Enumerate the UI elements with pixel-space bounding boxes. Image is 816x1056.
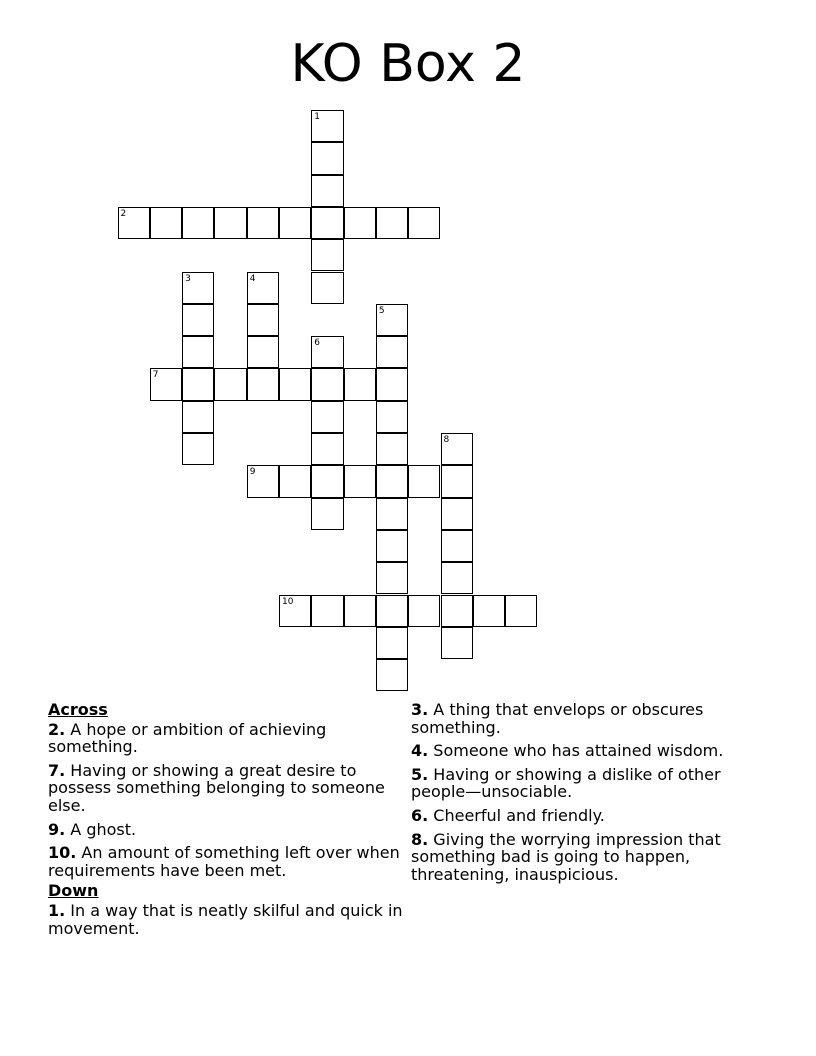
grid-cell[interactable] <box>118 207 150 239</box>
grid-cell[interactable] <box>311 272 343 304</box>
grid-cell[interactable] <box>376 659 408 691</box>
grid-cell[interactable] <box>311 368 343 400</box>
cell-number: 10 <box>282 596 294 607</box>
clue-text: Having or showing a great desire to possess something belonging to someone else. <box>48 760 385 815</box>
grid-cell[interactable] <box>311 498 343 530</box>
grid-cell[interactable] <box>441 530 473 562</box>
grid-cell[interactable] <box>376 498 408 530</box>
clue-down-8 <box>411 831 766 884</box>
grid-cell[interactable] <box>441 498 473 530</box>
grid-cell[interactable] <box>311 465 343 497</box>
grid-cell[interactable] <box>376 530 408 562</box>
grid-cell[interactable] <box>376 627 408 659</box>
grid-cell[interactable] <box>247 304 279 336</box>
puzzle-title: KO Box 2 <box>290 34 526 94</box>
grid-cell[interactable] <box>182 272 214 304</box>
clue-number: 7. <box>48 760 66 780</box>
grid-cell[interactable] <box>408 595 440 627</box>
grid-cell[interactable] <box>150 207 182 239</box>
grid-cell[interactable] <box>311 401 343 433</box>
clue-text: A ghost. <box>65 819 137 839</box>
cell-number: 5 <box>378 305 385 316</box>
grid-cell[interactable] <box>408 465 440 497</box>
grid-cell[interactable] <box>214 368 246 400</box>
down-heading: Down <box>48 881 99 901</box>
clue-down-3 <box>411 701 766 736</box>
grid-cell[interactable] <box>344 207 376 239</box>
grid-cell[interactable] <box>150 368 182 400</box>
clue-number: 2. <box>48 719 66 739</box>
grid-cell[interactable] <box>311 110 343 142</box>
cell-number: 3 <box>185 273 191 284</box>
clue-down-5 <box>411 766 766 801</box>
grid-cell[interactable] <box>247 207 279 239</box>
grid-cell[interactable] <box>376 207 408 239</box>
clues-left-column <box>48 701 403 943</box>
grid-cell[interactable] <box>182 207 214 239</box>
grid-cell[interactable] <box>182 368 214 400</box>
grid-cell[interactable] <box>376 304 408 336</box>
clue-text: Giving the worrying impression that something bad is going to happen, threatening, inauspicious. <box>411 829 721 884</box>
grid-cell[interactable] <box>311 433 343 465</box>
grid-cell[interactable] <box>473 595 505 627</box>
grid-cell[interactable] <box>408 207 440 239</box>
grid-cell[interactable] <box>279 595 311 627</box>
clue-text: A thing that envelops or obscures something. <box>411 700 704 737</box>
cell-number: 4 <box>249 273 256 284</box>
grid-cell[interactable] <box>311 595 343 627</box>
grid-cell[interactable] <box>441 595 473 627</box>
grid-cell[interactable] <box>311 175 343 207</box>
clue-across-9 <box>48 821 403 839</box>
clue-text: A hope or ambition of achieving something. <box>48 719 327 757</box>
clue-number: 5. <box>411 764 429 784</box>
grid-cell[interactable] <box>441 465 473 497</box>
grid-cell[interactable] <box>376 336 408 368</box>
clue-number: 9. <box>48 819 66 839</box>
grid-cell[interactable] <box>182 336 214 368</box>
grid-cell[interactable] <box>247 368 279 400</box>
grid-cell[interactable] <box>311 207 343 239</box>
clue-number: 10. <box>48 843 77 863</box>
grid-cell[interactable] <box>311 239 343 271</box>
grid-cell[interactable] <box>247 272 279 304</box>
clue-text: In a way that is neatly skilful and quick in movement. <box>48 900 403 938</box>
grid-cell[interactable] <box>376 562 408 594</box>
grid-cell[interactable] <box>279 465 311 497</box>
cell-number: 1 <box>314 112 321 122</box>
grid-cell[interactable] <box>344 368 376 400</box>
grid-cell[interactable] <box>182 433 214 465</box>
cell-number: 9 <box>249 467 256 478</box>
across-heading: Across <box>48 700 108 719</box>
grid-cell[interactable] <box>376 465 408 497</box>
grid-cell[interactable] <box>311 142 343 174</box>
grid-cell[interactable] <box>247 465 279 497</box>
cell-number: 7 <box>152 370 159 381</box>
clue-across-7 <box>48 762 403 815</box>
grid-cell[interactable] <box>311 336 343 368</box>
clue-text: Cheerful and friendly. <box>428 805 605 825</box>
grid-cell[interactable] <box>344 465 376 497</box>
grid-cell[interactable] <box>182 401 214 433</box>
grid-cell[interactable] <box>376 433 408 465</box>
clue-number: 6. <box>411 805 429 825</box>
cell-number: 6 <box>314 338 321 349</box>
clue-down-1 <box>48 902 403 937</box>
clue-down-4 <box>411 742 766 760</box>
grid-cell[interactable] <box>441 433 473 465</box>
clue-text: An amount of something left over when requirements have been met. <box>48 843 400 880</box>
clue-down-6 <box>411 807 766 825</box>
cell-number: 2 <box>120 208 127 219</box>
clue-across-2 <box>48 721 403 756</box>
grid-cell[interactable] <box>214 207 246 239</box>
grid-cell[interactable] <box>505 595 537 627</box>
grid-cell[interactable] <box>279 207 311 239</box>
clue-number: 8. <box>411 829 429 849</box>
grid-cell[interactable] <box>441 627 473 659</box>
clues-right-column <box>411 701 766 889</box>
clue-text: Someone who has attained wisdom. <box>428 741 724 761</box>
clue-number: 3. <box>411 700 429 719</box>
grid-cell[interactable] <box>376 401 408 433</box>
grid-cell[interactable] <box>344 595 376 627</box>
grid-cell[interactable] <box>441 562 473 594</box>
grid-cell[interactable] <box>247 336 279 368</box>
cell-number: 8 <box>443 435 450 445</box>
clue-number: 1. <box>48 900 66 920</box>
grid-cell[interactable] <box>279 368 311 400</box>
grid-cell[interactable] <box>182 304 214 336</box>
grid-cell[interactable] <box>376 368 408 400</box>
clue-text: Having or showing a dislike of other people—unsociable. <box>411 764 721 802</box>
clue-across-10 <box>48 844 403 879</box>
grid-cell[interactable] <box>376 595 408 627</box>
clue-number: 4. <box>411 741 429 761</box>
